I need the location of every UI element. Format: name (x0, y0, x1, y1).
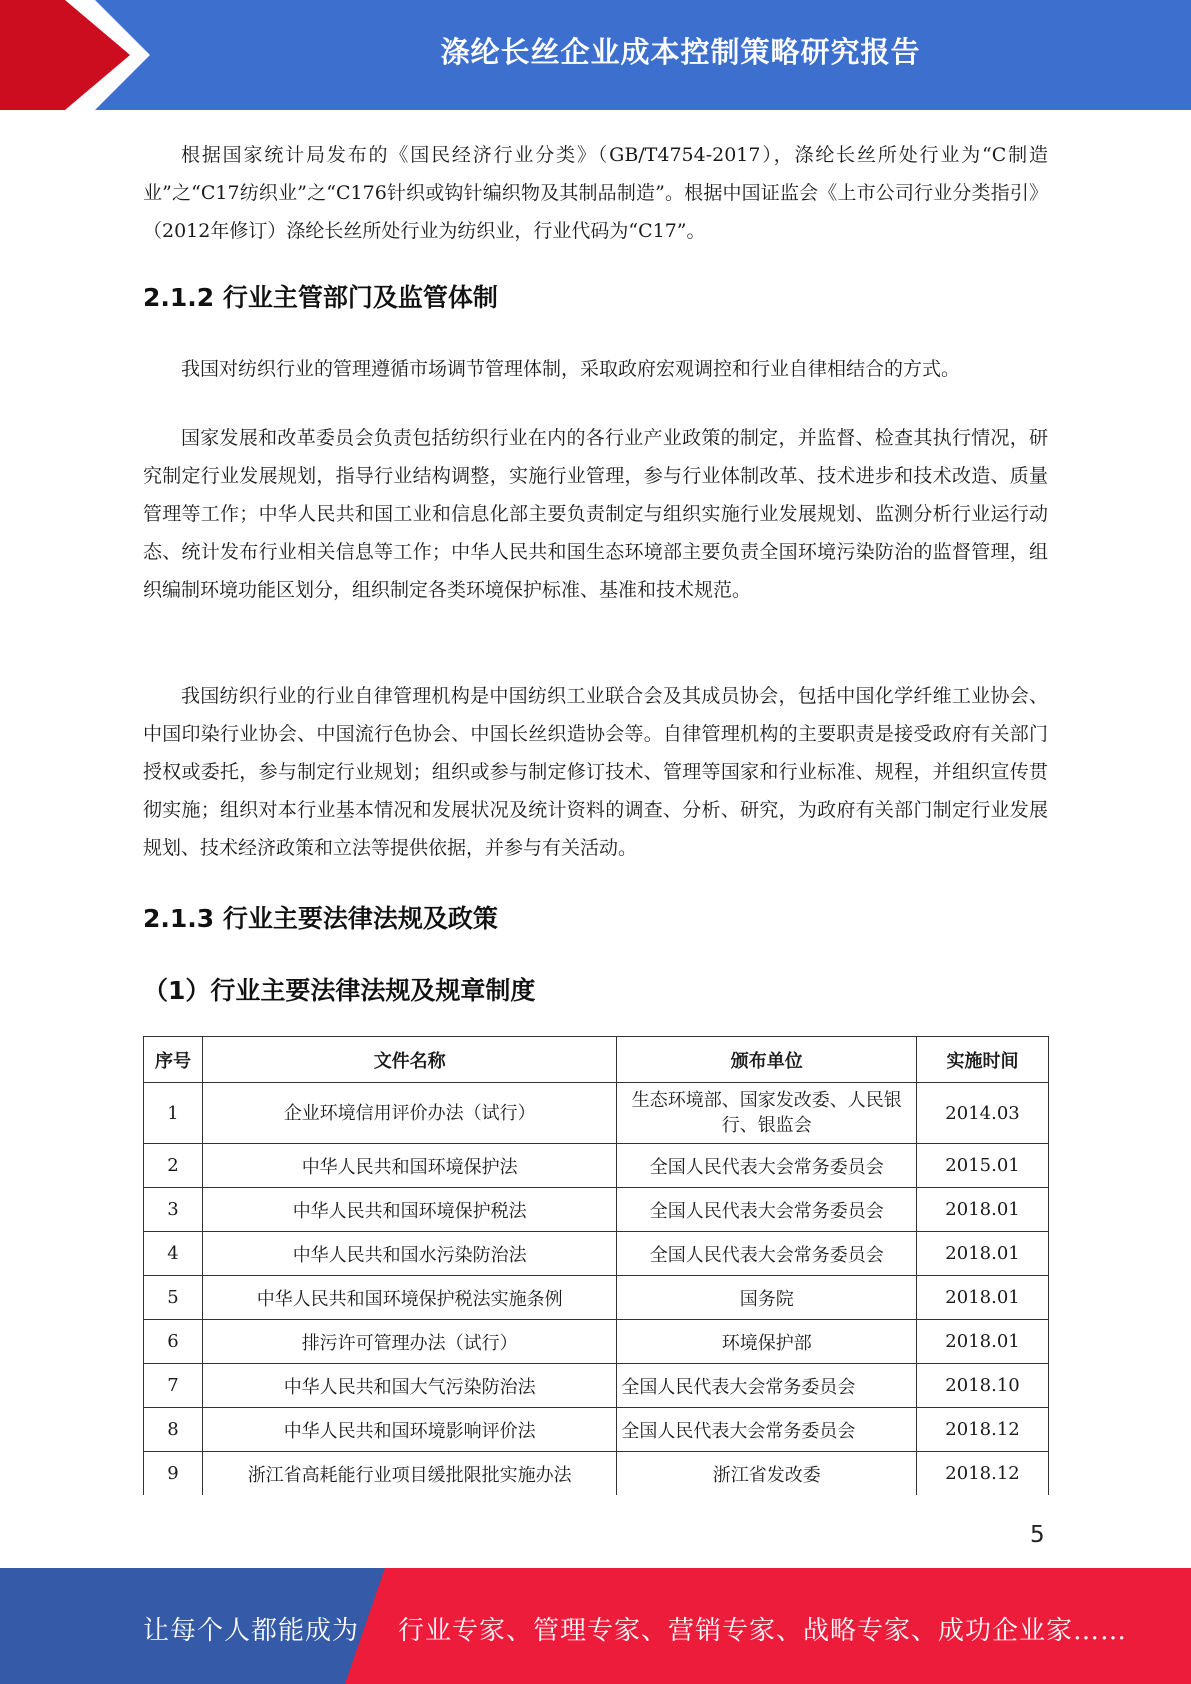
cell-number: 8 (144, 1408, 203, 1452)
cell-date: 2018.10 (917, 1364, 1049, 1408)
table-row (144, 1408, 1049, 1452)
paragraph-ndrc-duties: 国家发展和改革委员会负责包括纺织行业在内的各行业产业政策的制定，并监督、检查其执行情况，研究制定行业发展规划，指导行业结构调整，实施行业管理，参与行业体制改革、技术进步和技术改造、质量管理等工作；中华人民共和国工业和信息化部主要负责制定与组织实施行业发展规划、监测分析行业运行动态、统计发布行业相关信息等工作；中华人民共和国生态环境部主要负责全国环境污染防治的监督管理，组织编制环境功能区划分，组织制定各类环境保护标准、基准和技术规范。 (143, 427, 1048, 601)
cell-number: 5 (144, 1276, 203, 1320)
paragraph-management-system: 我国对纺织行业的管理遵循市场调节管理体制，采取政府宏观调控和行业自律相结合的方式。 (181, 358, 961, 380)
footer-slogan-right: 行业专家、管理专家、营销专家、战略专家、成功企业家…… (398, 1616, 1128, 1646)
cell-document: 中华人民共和国大气污染防治法 (202, 1364, 616, 1408)
cell-date: 2014.03 (917, 1083, 1049, 1144)
col-header-document: 文件名称 (202, 1037, 616, 1083)
cell-number: 3 (144, 1188, 203, 1232)
paragraph-industry-classification: 根据国家统计局发布的《国民经济行业分类》（GB/T4754-2017），涤纶长丝所处行业为“C制造业”之“C17纺织业”之“C176针织或钩针编织物及其制品制造”。根据中国证监会《上市公司行业分类指引》（2012年修订）涤纶长丝所处行业为纺织业，行业代码为“C17”。 (143, 144, 1048, 242)
table-row (144, 1364, 1049, 1408)
table-row (144, 1232, 1049, 1276)
table-row (144, 1188, 1049, 1232)
table-row (144, 1083, 1049, 1144)
heading-laws-regulations: （1）行业主要法律法规及规章制度 (143, 976, 536, 1005)
cell-issuer: 环境保护部 (617, 1320, 917, 1364)
col-header-date: 实施时间 (917, 1037, 1049, 1083)
col-header-number: 序号 (144, 1037, 203, 1083)
cell-issuer: 全国人民代表大会常务委员会 (617, 1232, 917, 1276)
cell-issuer: 浙江省发改委 (617, 1452, 917, 1496)
cell-date: 2018.01 (917, 1320, 1049, 1364)
cell-issuer: 生态环境部、国家发改委、人民银行、银监会 (617, 1083, 917, 1144)
regulations-table (143, 1036, 1049, 1495)
report-title: 涤纶长丝企业成本控制策略研究报告 (440, 35, 921, 69)
table-row (144, 1452, 1049, 1496)
cell-document: 中华人民共和国环境保护税法实施条例 (202, 1276, 616, 1320)
cell-issuer: 全国人民代表大会常务委员会 (617, 1408, 917, 1452)
cell-date: 2018.01 (917, 1276, 1049, 1320)
cell-date: 2018.12 (917, 1452, 1049, 1496)
cell-issuer: 国务院 (617, 1276, 917, 1320)
col-header-issuer: 颁布单位 (617, 1037, 917, 1083)
paragraph-self-regulation: 我国纺织行业的行业自律管理机构是中国纺织工业联合会及其成员协会，包括中国化学纤维工业协会、中国印染行业协会、中国流行色协会、中国长丝织造协会等。自律管理机构的主要职责是接受政府有关部门授权或委托，参与制定行业规划；组织或参与制定修订技术、管理等国家和行业标准、规程，并组织宣传贯彻实施；组织对本行业基本情况和发展状况及统计资料的调查、分析、研究，为政府有关部门制定行业发展规划、技术经济政策和立法等提供依据，并参与有关活动。 (143, 685, 1048, 859)
cell-document: 浙江省高耗能行业项目缓批限批实施办法 (202, 1452, 616, 1496)
table-row (144, 1320, 1049, 1364)
cell-document: 中华人民共和国环境保护法 (202, 1144, 616, 1188)
cell-issuer: 全国人民代表大会常务委员会 (617, 1188, 917, 1232)
cell-number: 2 (144, 1144, 203, 1188)
heading-2-1-2: 2.1.2 行业主管部门及监管体制 (143, 283, 498, 312)
cell-date: 2018.01 (917, 1232, 1049, 1276)
cell-date: 2015.01 (917, 1144, 1049, 1188)
cell-number: 4 (144, 1232, 203, 1276)
table-header-row (144, 1037, 1049, 1083)
cell-date: 2018.01 (917, 1188, 1049, 1232)
page-header (0, 0, 1191, 110)
table-row (144, 1276, 1049, 1320)
cell-number: 6 (144, 1320, 203, 1364)
cell-number: 1 (144, 1083, 203, 1144)
cell-issuer: 全国人民代表大会常务委员会 (617, 1364, 917, 1408)
cell-date: 2018.12 (917, 1408, 1049, 1452)
cell-document: 中华人民共和国环境影响评价法 (202, 1408, 616, 1452)
page-footer (0, 1568, 1191, 1684)
table-row (144, 1144, 1049, 1188)
page-number: 5 (1030, 1522, 1045, 1548)
cell-number: 9 (144, 1452, 203, 1496)
cell-document: 排污许可管理办法（试行） (202, 1320, 616, 1364)
footer-slogan-left: 让每个人都能成为 (143, 1616, 360, 1646)
cell-document: 中华人民共和国水污染防治法 (202, 1232, 616, 1276)
cell-document: 企业环境信用评价办法（试行） (202, 1083, 616, 1144)
cell-number: 7 (144, 1364, 203, 1408)
heading-2-1-3: 2.1.3 行业主要法律法规及政策 (143, 904, 498, 933)
cell-issuer: 全国人民代表大会常务委员会 (617, 1144, 917, 1188)
cell-document: 中华人民共和国环境保护税法 (202, 1188, 616, 1232)
